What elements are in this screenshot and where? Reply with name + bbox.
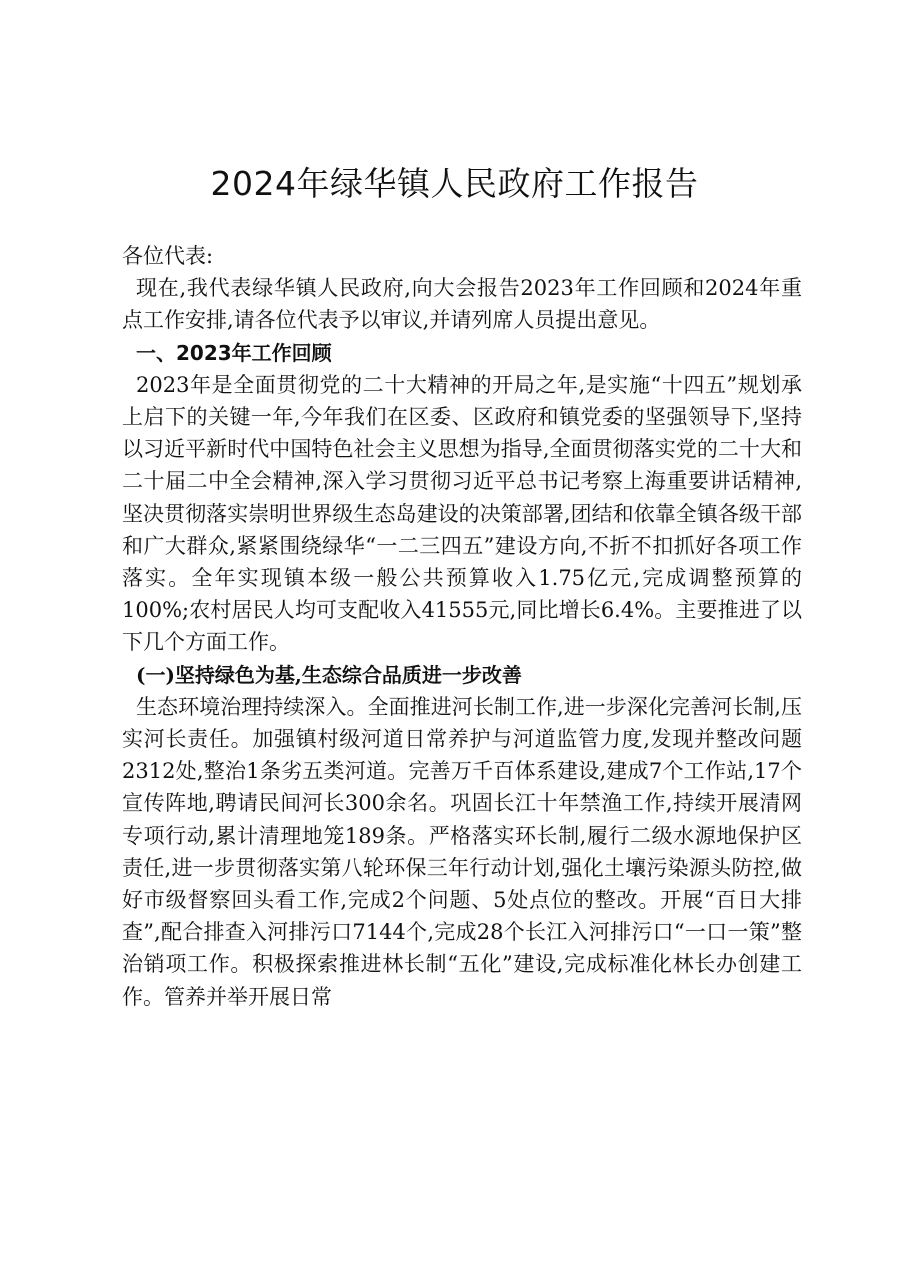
subsection-heading: (一)坚持绿色为基,生态综合品质进一步改善 [136,662,522,687]
section-heading: 一、2023年工作回顾 [136,340,332,365]
section-paragraph: 2023年是全面贯彻党的二十大精神的开局之年,是实施“十四五”规划承上启下的关键一年,今年我们在区委、区政府和镇党委的坚强领导下,坚持以习近平新时代中国特色社会主义思想为指导,全面贯彻落实党的二十大和二十届二中全会精神,深入学习贯彻习近平总书记考察上海重要讲话精神,坚决贯彻落实崇明世界级生态岛建设的决策部署,团结和依靠全镇各级干部和广大群众,紧紧围绕绿华“一二三四五”建设方向,不折不扣抓好各项工作落实。全年实现镇本级一般公共预算收入1.75亿元,完成调整预算的100%;农村居民人均可支配收入41555元,同比增长6.4%。主要推进了以下几个方面工作。 [122,372,802,655]
subsection-paragraph: 生态环境治理持续深入。全面推进河长制工作,进一步深化完善河长制,压实河长责任。加强镇村级河道日常养护与河道监管力度,发现并整改问题2312处,整治1条劣五类河道。完善万千百体系建设,建成7个工作站,17个宣传阵地,聘请民间河长300余名。巩固长江十年禁渔工作,持续开展清网专项行动,累计清理地笼189条。严格落实环长制,履行二级水源地保护区责任,进一步贯彻落实第八轮环保三年行动计划,强化土壤污染源头防控,做好市级督察回头看工作,完成2个问题、5处点位的整改。开展“百日大排查”,配合排查入河排污口7144个,完成28个长江入河排污口“一口一策”整治销项工作。积极探索推进林长制“五化”建设,完成标准化林长办创建工作。管养并举开展日常 [122,694,802,1009]
salutation: 各位代表: [122,244,214,268]
document-body [122,240,802,1013]
document-title: 2024年绿华镇人民政府工作报告 [210,164,699,203]
intro-paragraph: 现在,我代表绿华镇人民政府,向大会报告2023年工作回顾和2024年重点工作安排,请各位代表予以审议,并请列席人员提出意见。 [122,276,802,333]
